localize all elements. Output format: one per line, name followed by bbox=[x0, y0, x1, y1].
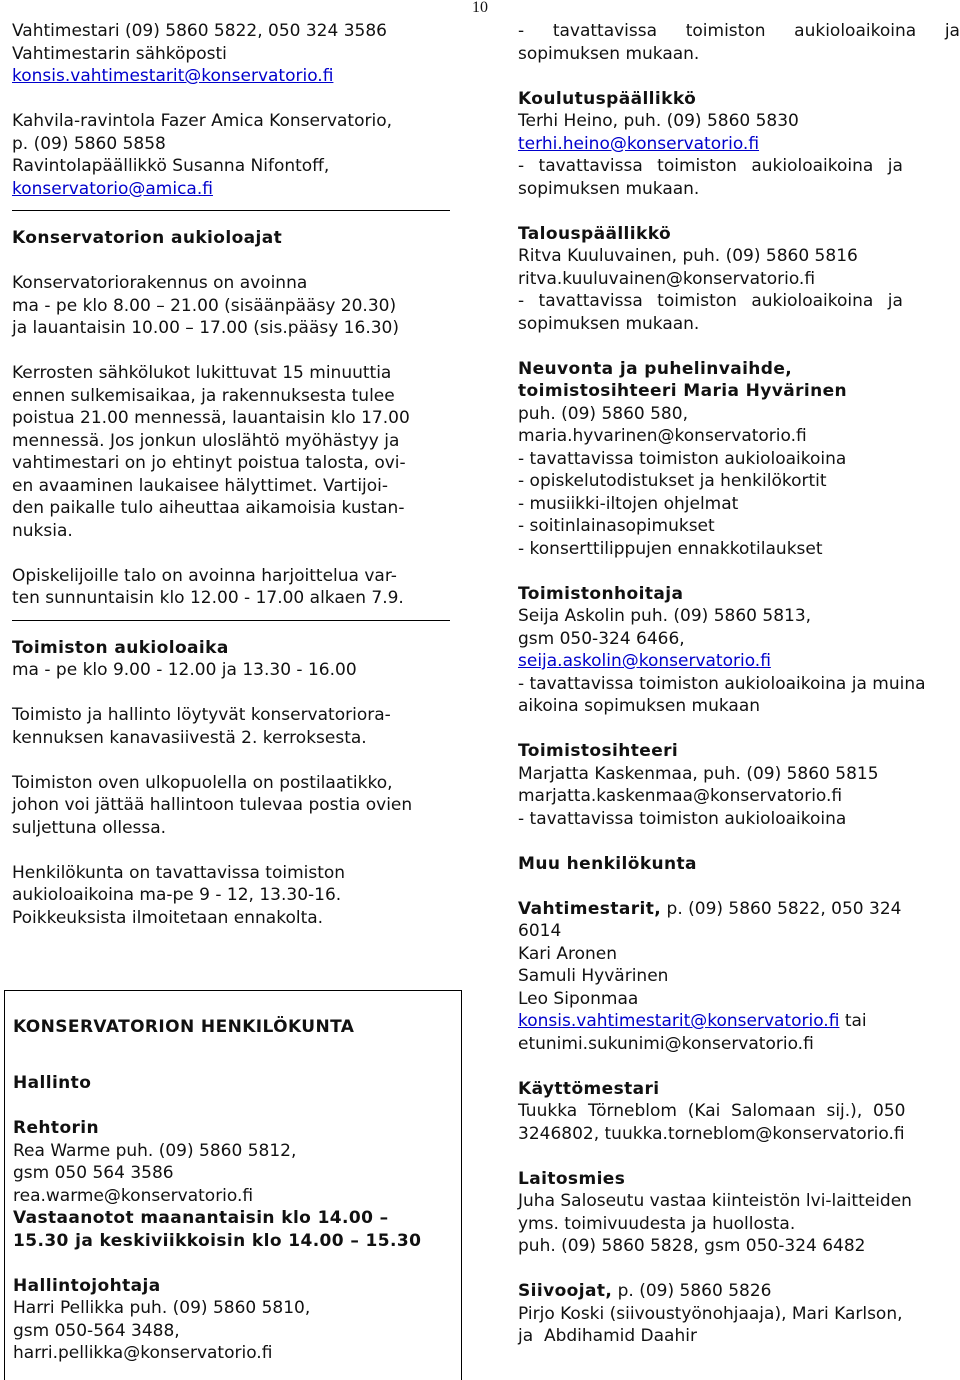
cleaners-phone: p. (09) 5860 5826 bbox=[612, 1281, 772, 1301]
maintenance-line: yms. toimivuudesta ja huollosta. bbox=[518, 1213, 796, 1234]
availability-word: tavattavissa bbox=[552, 21, 658, 41]
rector-email: rea.warme@konservatorio.fi bbox=[13, 1185, 254, 1206]
opening-line: ja lauantaisin 10.00 – 17.00 (sis.pääsy 16.30) bbox=[12, 318, 399, 338]
availability-word: - bbox=[518, 21, 525, 41]
info-desk-heading: toimistosihteeri Maria Hyvärinen bbox=[518, 381, 848, 401]
info-desk-heading: Neuvonta ja puhelinvaihde, bbox=[518, 358, 793, 379]
finance-manager-line: Ritva Kuuluvainen, puh. (09) 5860 5816 bbox=[518, 246, 858, 266]
office-hours-heading: Toimiston aukioloaika bbox=[12, 637, 229, 658]
education-manager-name: Terhi Heino, puh. (09) 5860 5830 bbox=[518, 111, 799, 131]
locks-line: vahtimestari on jo ehtinyt poistua talosta, ovi- bbox=[12, 453, 406, 473]
locks-line: ennen sulkemisaikaa, ja rakennuksesta tulee bbox=[12, 385, 395, 406]
mailbox-line: johon voi jättää hallintoon tulevaa postia ovien bbox=[12, 795, 413, 815]
finance-manager-heading: Talouspäällikkö bbox=[518, 223, 672, 244]
office-manager-line: Seija Askolin puh. (09) 5860 5813, bbox=[518, 606, 812, 626]
office-location-line: Toimisto ja hallinto löytyvät konservatoriora- bbox=[12, 705, 391, 725]
staff-hours-line: aukioloaikoina ma-pe 9 - 12, 13.30-16. bbox=[12, 885, 342, 905]
availability-word: aukioloaikoina bbox=[794, 21, 917, 41]
caretaker-name: Samuli Hyvärinen bbox=[518, 966, 669, 986]
mailbox-line: suljettuna ollessa. bbox=[12, 817, 167, 838]
reception-line: 15.30 ja keskiviikkoisin klo 14.00 – 15.30 bbox=[13, 1230, 422, 1251]
caretaker-name: Leo Siponmaa bbox=[518, 988, 639, 1009]
page-number: 10 bbox=[472, 0, 488, 16]
availability-word: toimiston bbox=[685, 21, 766, 41]
cafe-line: Ravintolapäällikkö Susanna Nifontoff, bbox=[12, 156, 330, 176]
caretakers-phone: p. (09) 5860 5822, 050 324 bbox=[661, 898, 902, 919]
students-line: ten sunnuntaisin klo 12.00 - 17.00 alkaen 7.9. bbox=[12, 588, 404, 608]
cleaners-line: ja Abdihamid Daahir bbox=[518, 1326, 697, 1346]
cafe-email-link[interactable]: konservatorio@amica.fi bbox=[12, 178, 213, 199]
info-desk-email: maria.hyvarinen@konservatorio.fi bbox=[518, 426, 807, 446]
office-manager-line: gsm 050-324 6466, bbox=[518, 628, 685, 649]
director-line: gsm 050-564 3488, bbox=[13, 1320, 180, 1341]
generic-email: etunimi.sukunimi@konservatorio.fi bbox=[518, 1033, 814, 1054]
rector-heading: Rehtorin bbox=[13, 1118, 100, 1138]
cafe-line: p. (09) 5860 5858 bbox=[12, 133, 166, 154]
staff-box bbox=[4, 990, 462, 1380]
info-desk-line: - musiikki-iltojen ohjelmat bbox=[518, 493, 739, 514]
rector-line: Rea Warme puh. (09) 5860 5812, bbox=[13, 1140, 297, 1161]
office-secretary-line: Marjatta Kaskenmaa, puh. (09) 5860 5815 bbox=[518, 763, 879, 784]
availability-line: aikoina sopimuksen mukaan bbox=[518, 696, 761, 716]
office-location-line: kennuksen kanavasiivestä 2. kerroksesta. bbox=[12, 727, 367, 748]
education-manager-heading: Koulutuspäällikkö bbox=[518, 88, 697, 109]
caretaker-phone: Vahtimestari (09) 5860 5822, 050 324 3586 bbox=[12, 21, 387, 41]
director-line: Harri Pellikka puh. (09) 5860 5810, bbox=[13, 1298, 311, 1318]
left-column bbox=[12, 0, 452, 929]
availability-line: sopimuksen mukaan. bbox=[518, 178, 700, 199]
cafe-line: Kahvila-ravintola Fazer Amica Konservatorio, bbox=[12, 111, 393, 131]
facility-manager-line: Tuukka Törneblom (Kai Salomaan sij.), 050 bbox=[518, 1101, 906, 1121]
availability-line: - tavattavissa toimiston aukioloaikoina ja bbox=[518, 156, 903, 176]
admin-heading: Hallinto bbox=[13, 1073, 92, 1093]
staff-box-title: KONSERVATORION HENKILÖKUNTA bbox=[13, 1017, 355, 1037]
office-secretary-heading: Toimistosihteeri bbox=[518, 741, 679, 761]
maintenance-line: puh. (09) 5860 5828, gsm 050-324 6482 bbox=[518, 1236, 866, 1256]
locks-line: den paikalle tulo aiheuttaa aikamoisia kustan- bbox=[12, 498, 405, 518]
students-line: Opiskelijoille talo on avoinna harjoittelua var- bbox=[12, 565, 397, 586]
right-column bbox=[518, 0, 960, 1348]
other-staff-heading: Muu henkilökunta bbox=[518, 853, 697, 874]
opening-hours-heading: Konservatorion aukioloajat bbox=[12, 228, 283, 248]
facility-manager-heading: Käyttömestari bbox=[518, 1078, 660, 1099]
director-email: harri.pellikka@konservatorio.fi bbox=[13, 1343, 273, 1363]
office-manager-email-link[interactable]: seija.askolin@konservatorio.fi bbox=[518, 651, 771, 671]
office-manager-heading: Toimistonhoitaja bbox=[518, 583, 684, 604]
reception-line: Vastaanotot maanantaisin klo 14.00 – bbox=[13, 1208, 389, 1228]
info-desk-line: - soitinlainasopimukset bbox=[518, 516, 715, 536]
caretaker-name: Kari Aronen bbox=[518, 943, 618, 964]
maintenance-heading: Laitosmies bbox=[518, 1168, 626, 1189]
availability-line: - tavattavissa toimiston aukioloaikoina ja bbox=[518, 291, 903, 311]
info-desk-line: - konserttilippujen ennakkotilaukset bbox=[518, 538, 823, 559]
maintenance-line: Juha Saloseutu vastaa kiinteistön lvi-laitteiden bbox=[518, 1191, 912, 1211]
mailbox-line: Toimiston oven ulkopuolella on postilaatikko, bbox=[12, 772, 393, 793]
availability-line: sopimuksen mukaan. bbox=[518, 313, 700, 334]
staff-hours-line: Henkilökunta on tavattavissa toimiston bbox=[12, 862, 346, 883]
rector-line: gsm 050 564 3586 bbox=[13, 1163, 174, 1183]
locks-line: en avaaminen laukaisee hälyttimet. Vartijoi- bbox=[12, 475, 389, 496]
cleaners-line: Pirjo Koski (siivoustyönohjaaja), Mari Karlson, bbox=[518, 1303, 903, 1324]
office-secretary-email: marjatta.kaskenmaa@konservatorio.fi bbox=[518, 786, 843, 806]
info-desk-line: puh. (09) 5860 580, bbox=[518, 403, 688, 424]
caretakers-label: Vahtimestarit, bbox=[518, 898, 662, 919]
caretakers-or: tai bbox=[839, 1011, 867, 1031]
opening-line: ma - pe klo 8.00 – 21.00 (sisäänpääsy 20.30) bbox=[12, 295, 397, 316]
locks-line: mennessä. Jos jonkun uloslähtö myöhästyy ja bbox=[12, 430, 400, 451]
caretaker-email-label: Vahtimestarin sähköposti bbox=[12, 43, 227, 64]
opening-line: Konservatoriorakennus on avoinna bbox=[12, 273, 308, 293]
info-desk-line: - tavattavissa toimiston aukioloaikoina bbox=[518, 448, 847, 469]
staff-hours-line: Poikkeuksista ilmoitetaan ennakolta. bbox=[12, 907, 324, 928]
locks-line: nuksia. bbox=[12, 520, 73, 541]
locks-line: Kerrosten sähkölukot lukittuvat 15 minuuttia bbox=[12, 363, 392, 383]
office-hours: ma - pe klo 9.00 - 12.00 ja 13.30 - 16.00 bbox=[12, 660, 357, 680]
facility-manager-line: 3246802, tuukka.torneblom@konservatorio.fi bbox=[518, 1123, 905, 1144]
director-heading: Hallintojohtaja bbox=[13, 1275, 161, 1296]
info-desk-line: - opiskelutodistukset ja henkilökortit bbox=[518, 471, 827, 491]
availability-line: - tavattavissa toimiston aukioloaikoina bbox=[518, 808, 847, 829]
availability-line: sopimuksen mukaan. bbox=[518, 43, 700, 64]
availability-line bbox=[518, 20, 960, 43]
cleaners-label: Siivoojat, bbox=[518, 1281, 613, 1301]
caretakers-email-link[interactable]: konsis.vahtimestarit@konservatorio.fi bbox=[518, 1011, 840, 1031]
caretaker-email-link[interactable]: konsis.vahtimestarit@konservatorio.fi bbox=[12, 66, 334, 86]
locks-line: poistua 21.00 mennessä, lauantaisin klo 17.00 bbox=[12, 408, 410, 428]
finance-manager-email: ritva.kuuluvainen@konservatorio.fi bbox=[518, 268, 816, 289]
availability-line: - tavattavissa toimiston aukioloaikoina ja muina bbox=[518, 673, 926, 694]
availability-word: ja bbox=[944, 21, 960, 41]
caretakers-line: 6014 bbox=[518, 921, 562, 941]
education-manager-email-link[interactable]: terhi.heino@konservatorio.fi bbox=[518, 133, 760, 154]
